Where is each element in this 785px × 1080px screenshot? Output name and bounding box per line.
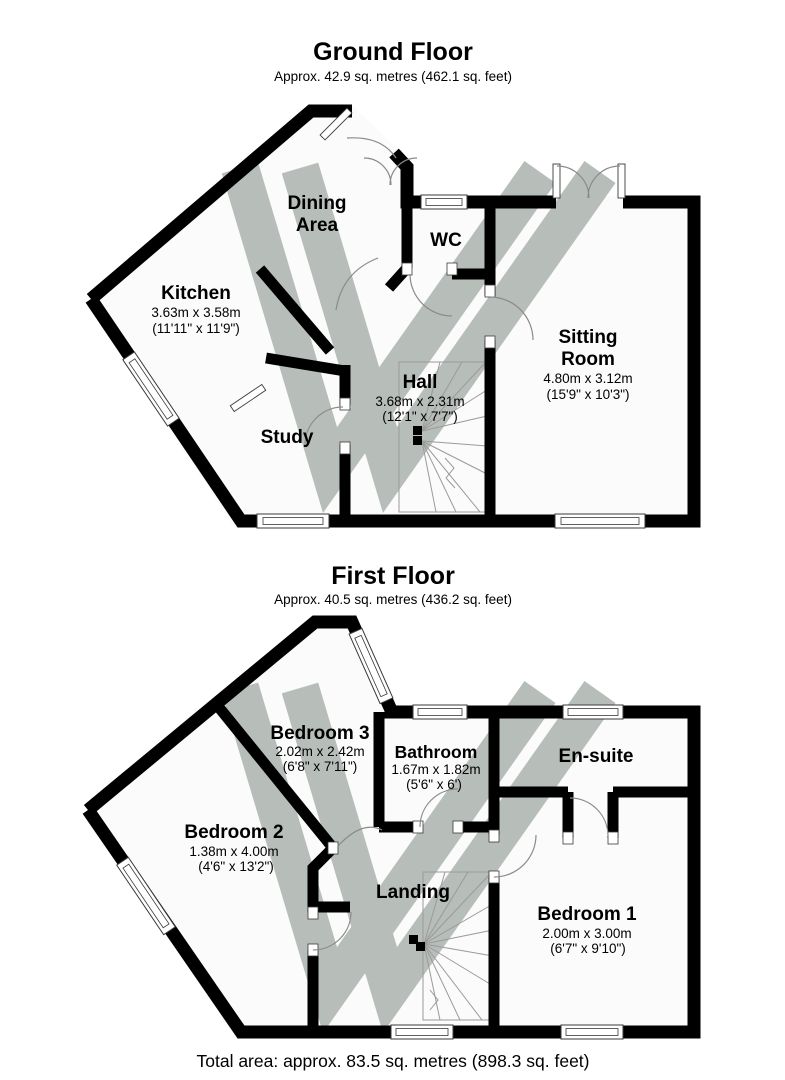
room-label-study: Study — [260, 427, 314, 448]
room-label-landing: Landing — [376, 882, 450, 903]
room-label-hall: Hall — [402, 372, 438, 393]
room-label-dining-2: Area — [295, 215, 339, 236]
ensuite-window — [563, 705, 623, 719]
hall-dims-imperial: (12'1" x 7'7") — [382, 409, 458, 424]
room-label-dining-1: Dining — [287, 193, 347, 214]
ground-floor-plan — [85, 38, 700, 528]
first-floor-subtitle: Approx. 40.5 sq. metres (436.2 sq. feet) — [274, 592, 512, 607]
bedroom1-window — [561, 1025, 623, 1039]
bathroom-window — [413, 705, 467, 719]
sitting-dims-metric: 4.80m x 3.12m — [543, 371, 633, 386]
bedroom3-dims-imperial: (6'8" x 7'11") — [282, 759, 358, 774]
sitting-dims-imperial: (15'9" x 10'3") — [546, 387, 630, 402]
first-floor-title: First Floor — [331, 562, 455, 590]
bedroom3-dims-metric: 2.02m x 2.42m — [275, 744, 365, 759]
kitchen-dims-imperial: (11'11" x 11'9") — [152, 321, 240, 336]
room-label-bedroom3: Bedroom 3 — [270, 723, 370, 744]
study-window — [257, 514, 329, 528]
room-label-sitting-2: Room — [561, 349, 615, 370]
room-label-bathroom: Bathroom — [394, 742, 478, 762]
room-label-bedroom1: Bedroom 1 — [537, 904, 637, 925]
ground-floor-title: Ground Floor — [313, 38, 473, 66]
room-label-sitting-1: Sitting — [558, 327, 618, 348]
room-label-kitchen: Kitchen — [161, 283, 231, 304]
first-floor-plan — [85, 562, 700, 1039]
total-area-text: Total area: approx. 83.5 sq. metres (898.3 sq. feet) — [196, 1051, 590, 1071]
room-label-ensuite: En-suite — [558, 746, 634, 767]
bedroom1-dims-metric: 2.00m x 3.00m — [542, 926, 632, 941]
wc-window — [421, 195, 467, 209]
sitting-room-window — [555, 514, 645, 528]
bathroom-dims-imperial: (5'6" x 6') — [406, 777, 462, 792]
landing-window — [391, 1025, 453, 1039]
room-label-wc: WC — [430, 230, 462, 251]
bedroom1-dims-imperial: (6'7" x 9'10") — [550, 941, 626, 956]
bedroom2-dims-metric: 1.38m x 4.00m — [189, 844, 279, 859]
room-label-bedroom2: Bedroom 2 — [184, 822, 284, 843]
bathroom-dims-metric: 1.67m x 1.82m — [391, 762, 481, 777]
bedroom2-dims-imperial: (4'6" x 13'2") — [198, 859, 274, 874]
ground-floor-subtitle: Approx. 42.9 sq. metres (462.1 sq. feet) — [274, 69, 512, 84]
hall-dims-metric: 3.68m x 2.31m — [375, 394, 465, 409]
kitchen-dims-metric: 3.63m x 3.58m — [151, 305, 241, 320]
